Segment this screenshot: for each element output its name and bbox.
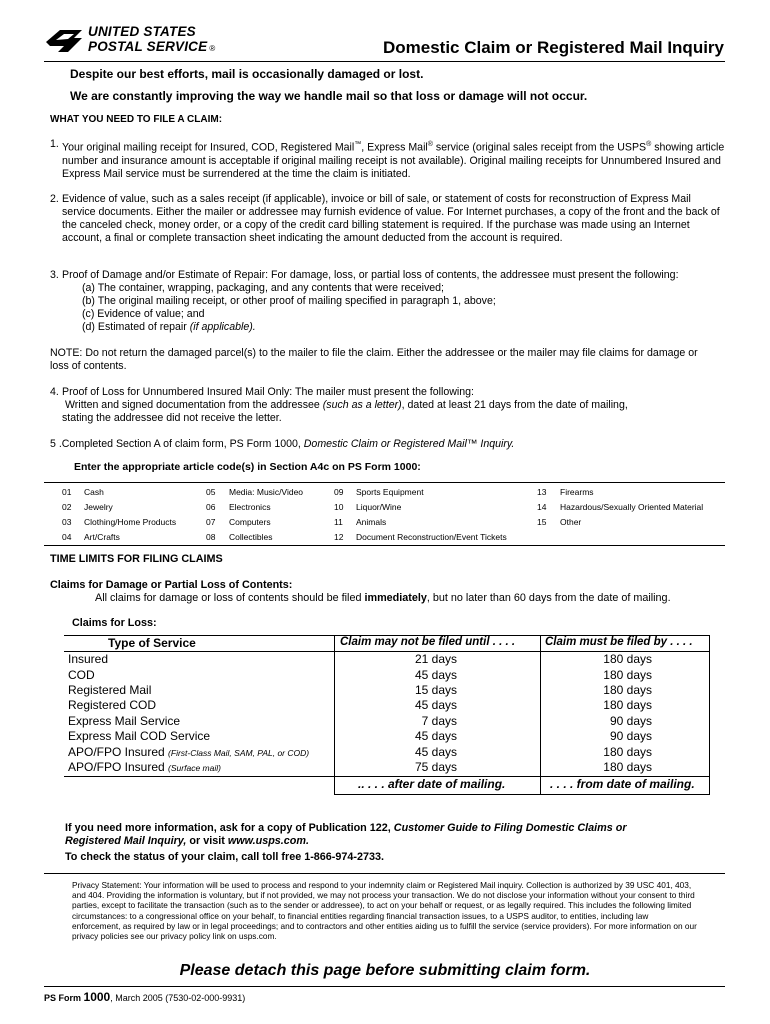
code-num: 07 — [206, 517, 216, 527]
until-footer: .. . . . after date of mailing. — [358, 777, 506, 791]
until-value: 7 days — [421, 714, 457, 728]
logo-line1: UNITED STATES — [88, 24, 196, 39]
code-num: 04 — [62, 532, 72, 542]
col-by-header: Claim must be filed by . . . . — [545, 636, 693, 648]
page-title: Domestic Claim or Registered Mail Inquiry — [382, 38, 724, 57]
item-1: 1. Your original mailing receipt for Insured, COD, Registered Mail™, Express Mail® service (original sales receipt from the USPS® showing article number and insurance amount is acceptable if original mailing receipt is not available). Original mailing receipts for Unnumbered Insured and Express Mail service must be surrendered at the time the claim is initiated. — [50, 138, 725, 180]
code-label: Cash — [84, 487, 104, 497]
code-num: 10 — [334, 502, 344, 512]
code-label: Computers — [229, 517, 271, 527]
code-label: Animals — [356, 517, 387, 527]
need-heading: WHAT YOU NEED TO FILE A CLAIM: — [50, 114, 223, 125]
code-num: 14 — [537, 502, 547, 512]
footer-rule — [44, 986, 725, 987]
detach-notice: Please detach this page before submitting claim form. — [179, 962, 591, 979]
until-value: 45 days — [414, 729, 457, 743]
code-label: Media: Music/Video — [229, 487, 304, 497]
logo-line2: POSTAL SERVICE ® — [88, 39, 216, 54]
article-codes-table — [44, 482, 725, 546]
service-name: Registered Mail — [68, 683, 152, 697]
code-num: 11 — [334, 517, 343, 527]
by-value: 180 days — [603, 683, 652, 697]
more-info: If you need more information, ask for a copy of Publication 122, Customer Guide to Filing Domestic Claims or Registered Mail Inquiry, or visit www.usps.com. — [65, 822, 627, 847]
code-num: 13 — [537, 487, 547, 497]
until-value: 75 days — [414, 760, 457, 774]
damage-text: All claims for damage or loss of contents should be filed immediately, but no later than 60 days from the date of mailing. — [95, 592, 671, 604]
by-value: 180 days — [603, 668, 652, 682]
code-num: 01 — [62, 487, 72, 497]
code-label: Collectibles — [229, 532, 273, 542]
code-num: 03 — [62, 517, 72, 527]
code-label: Other — [560, 517, 582, 527]
code-num: 05 — [206, 487, 216, 497]
col-type-header: Type of Service — [108, 636, 196, 650]
item-3: 3. Proof of Damage and/or Estimate of Repair: For damage, loss, or partial loss of contents, the addressee must present the following: (a) The container, wrapping, packaging, and any contents that were received; (b) The original mailing receipt, or other proof of mailing specified in paragraph 1, above; (c) Evidence of value; and (d) Estimated of repair (if applicable). — [50, 269, 679, 333]
by-value: 180 days — [603, 760, 652, 774]
service-name: Insured — [68, 652, 109, 666]
code-num: 15 — [537, 517, 547, 527]
usps-logo — [44, 24, 214, 58]
code-num: 09 — [334, 487, 344, 497]
intro-line1: Despite our best efforts, mail is occasionally damaged or lost. — [70, 67, 424, 81]
item-5: 5 .Completed Section A of claim form, PS Form 1000, Domestic Claim or Registered Mail™ Inquiry. — [50, 438, 515, 450]
code-label: Electronics — [229, 502, 271, 512]
code-label: Liquor/Wine — [356, 502, 402, 512]
codes-heading: Enter the appropriate article code(s) in Section A4c on PS Form 1000: — [74, 461, 421, 473]
by-value: 180 days — [603, 652, 652, 666]
code-label: Sports Equipment — [356, 487, 424, 497]
header-rule — [44, 61, 725, 62]
code-label: Document Reconstruction/Event Tickets — [356, 532, 507, 542]
until-value: 15 days — [414, 683, 457, 697]
loss-table — [64, 635, 710, 795]
by-value: 90 days — [609, 729, 652, 743]
intro-line2: We are constantly improving the way we handle mail so that loss or damage will not occur. — [70, 89, 588, 103]
code-label: Hazardous/Sexually Oriented Material — [560, 502, 704, 512]
damage-heading: Claims for Damage or Partial Loss of Contents: — [50, 579, 293, 591]
code-num: 12 — [334, 532, 344, 542]
until-value: 21 days — [414, 652, 457, 666]
until-value: 45 days — [414, 668, 457, 682]
eagle-logo-icon — [44, 26, 84, 56]
privacy-statement: Privacy Statement: Your information will be used to process and respond to your indemnity claim or Registered Mail inquiry. Collection is authorized by 39 USC 401, 403, and 404. Providing the information is voluntary, but if not provided, we may not process your transaction. We do not disclose your information without your consent to third parties, except to facilitate the transaction (such as to the sender or addressee), to act on your behalf or request, or as legally required. This includes the following limited circumstances: to a congressional office on your behalf, to financial entities regarding financial transaction issues, to a USPS auditor, to entities, including law enforcement, as required by law or in legal proceedings; and to contractors and other entities aiding us to fulfill the service (service providers). For more information on our privacy policies see our privacy policy link on usps.com. — [72, 880, 697, 942]
time-limits-heading: TIME LIMITS FOR FILING CLAIMS — [50, 553, 223, 565]
until-value: 45 days — [414, 745, 457, 759]
by-value: 180 days — [603, 698, 652, 712]
by-value: 90 days — [609, 714, 652, 728]
code-num: 08 — [206, 532, 216, 542]
note: NOTE: Do not return the damaged parcel(s) to the mailer to file the claim. Either the addressee or the mailer may file claims for damage or loss of contents. — [50, 347, 698, 372]
col-until-header: Claim may not be filed until . . . . — [340, 636, 516, 648]
by-footer: . . . . from date of mailing. — [550, 777, 695, 791]
service-name: COD — [68, 668, 95, 682]
loss-heading: Claims for Loss: — [72, 617, 157, 629]
code-num: 06 — [206, 502, 216, 512]
until-value: 45 days — [414, 698, 457, 712]
form-number: PS Form 1000, March 2005 (7530-02-000-9931) — [44, 990, 246, 1004]
status-phone: To check the status of your claim, call toll free 1-866-974-2733. — [65, 851, 385, 863]
item-4: 4. Proof of Loss for Unnumbered Insured Mail Only: The mailer must present the following: Written and signed documentation from the addressee (such as a letter), dated at least 21 days from the date of mailing, stating the addressee did not receive the letter. — [50, 386, 628, 424]
code-label: Firearms — [560, 487, 594, 497]
service-name: Express Mail COD Service — [68, 729, 211, 743]
service-name: Registered COD — [68, 698, 157, 712]
item-2: 2. Evidence of value, such as a sales receipt (if applicable), invoice or bill of sale, or statement of costs for reconstruction of Express Mail service documents. Either the mailer or addressee may furnish evidence of value. For Internet purchases, a copy of the front and the back of the canceled check, money order, or a copy of the credit card billing statement is required. If the purchase was made using an Internet account, a final or complete transaction sheet indicating the amount deducted from the account is required. — [50, 193, 720, 244]
code-label: Art/Crafts — [84, 532, 120, 542]
by-value: 180 days — [603, 745, 652, 759]
privacy-rule — [44, 873, 725, 874]
code-label: Jewelry — [84, 502, 113, 512]
service-name: Express Mail Service — [68, 714, 181, 728]
code-label: Clothing/Home Products — [84, 517, 177, 527]
code-num: 02 — [62, 502, 72, 512]
service-name: APO/FPO Insured (Surface mail) — [68, 760, 221, 774]
service-name: APO/FPO Insured (First-Class Mail, SAM, PAL, or COD) — [68, 745, 310, 759]
